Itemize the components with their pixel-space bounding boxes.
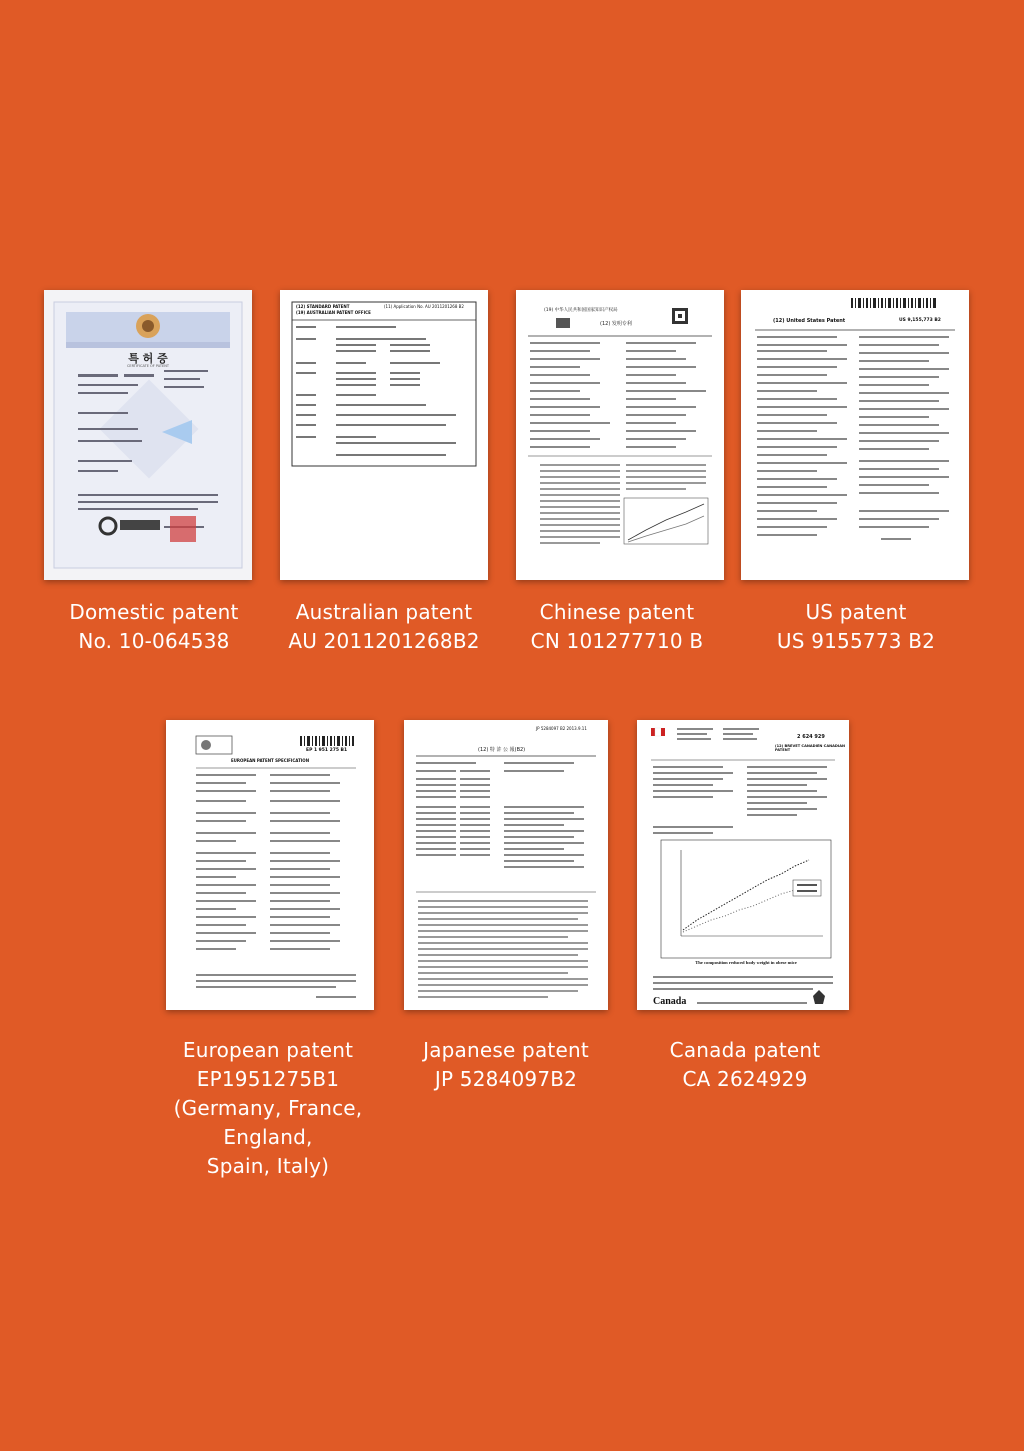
patent-name: Japanese patent	[423, 1038, 589, 1062]
doc-header: (12) BREVET CANADIEN CANADIAN PATENT	[775, 744, 845, 753]
patent-name: Australian patent	[295, 600, 473, 624]
doc-chart-caption: The composition reduced body weight in obese mice	[695, 960, 797, 965]
australian-patent-document-image	[280, 290, 488, 580]
doc-subheader: (12) 发明专利	[600, 321, 632, 327]
patent-card-canada	[637, 720, 849, 1010]
patent-name: Chinese patent	[539, 600, 695, 624]
doc-application-number: (11) Application No. AU 2011201268 B2	[384, 304, 464, 309]
canada-patent-document-image	[637, 720, 849, 1010]
us-patent-document-image	[741, 290, 969, 580]
caption-japanese	[392, 1036, 620, 1094]
patent-number: No. 10-064538	[78, 629, 230, 653]
doc-patent-number: JP 5284097 B2 2013.9.11	[536, 726, 587, 731]
patent-name: Canada patent	[669, 1038, 821, 1062]
caption-domestic	[40, 598, 268, 656]
patent-number: AU 2011201268B2	[288, 629, 480, 653]
doc-header: (12) 特 許 公 報(B2)	[478, 747, 526, 753]
caption-canada	[631, 1036, 859, 1094]
patent-number: US 9155773 B2	[776, 629, 936, 653]
patent-countries-line: (Germany, France,	[173, 1096, 363, 1120]
patent-card-chinese	[516, 290, 724, 580]
doc-header: EUROPEAN PATENT SPECIFICATION	[230, 758, 310, 763]
doc-patent-number: 2 624 929	[797, 734, 825, 740]
patent-card-australian	[280, 290, 488, 580]
patent-card-japanese	[404, 720, 608, 1010]
patent-number: JP 5284097B2	[434, 1067, 578, 1091]
caption-european	[154, 1036, 382, 1181]
caption-australian	[270, 598, 498, 656]
caption-us	[742, 598, 970, 656]
patent-name: European patent	[182, 1038, 354, 1062]
patent-countries-line: England,	[223, 1125, 313, 1149]
chinese-patent-document-image	[516, 290, 724, 580]
japanese-patent-document-image	[404, 720, 608, 1010]
doc-brand-wordmark: Canada	[653, 996, 687, 1007]
doc-header: (12) United States Patent	[773, 318, 846, 324]
patent-card-european	[166, 720, 374, 1010]
doc-header: (12) STANDARD PATENT	[296, 304, 350, 309]
european-patent-document-image	[166, 720, 374, 1010]
patent-number: CN 101277710 B	[530, 629, 704, 653]
doc-header: 특 허 증	[128, 352, 168, 365]
korean-patent-certificate-image	[44, 290, 252, 580]
patent-countries-line: Spain, Italy)	[206, 1154, 330, 1178]
doc-subheader: (19) AUSTRALIAN PATENT OFFICE	[296, 310, 371, 315]
patent-number: EP1951275B1	[196, 1067, 340, 1091]
doc-subheader: CERTIFICATE OF PATENT	[126, 364, 170, 368]
patent-name: Domestic patent	[69, 600, 239, 624]
doc-patent-number: EP 1 951 275 B1	[306, 748, 348, 753]
doc-header: (19) 中华人民共和国国家知识产权局	[544, 308, 618, 313]
patent-card-domestic	[44, 290, 252, 580]
patent-card-us	[741, 290, 969, 580]
caption-chinese	[503, 598, 731, 656]
patent-number: CA 2624929	[682, 1067, 808, 1091]
doc-patent-number: US 9,155,773 B2	[899, 318, 941, 323]
patent-name: US patent	[805, 600, 907, 624]
